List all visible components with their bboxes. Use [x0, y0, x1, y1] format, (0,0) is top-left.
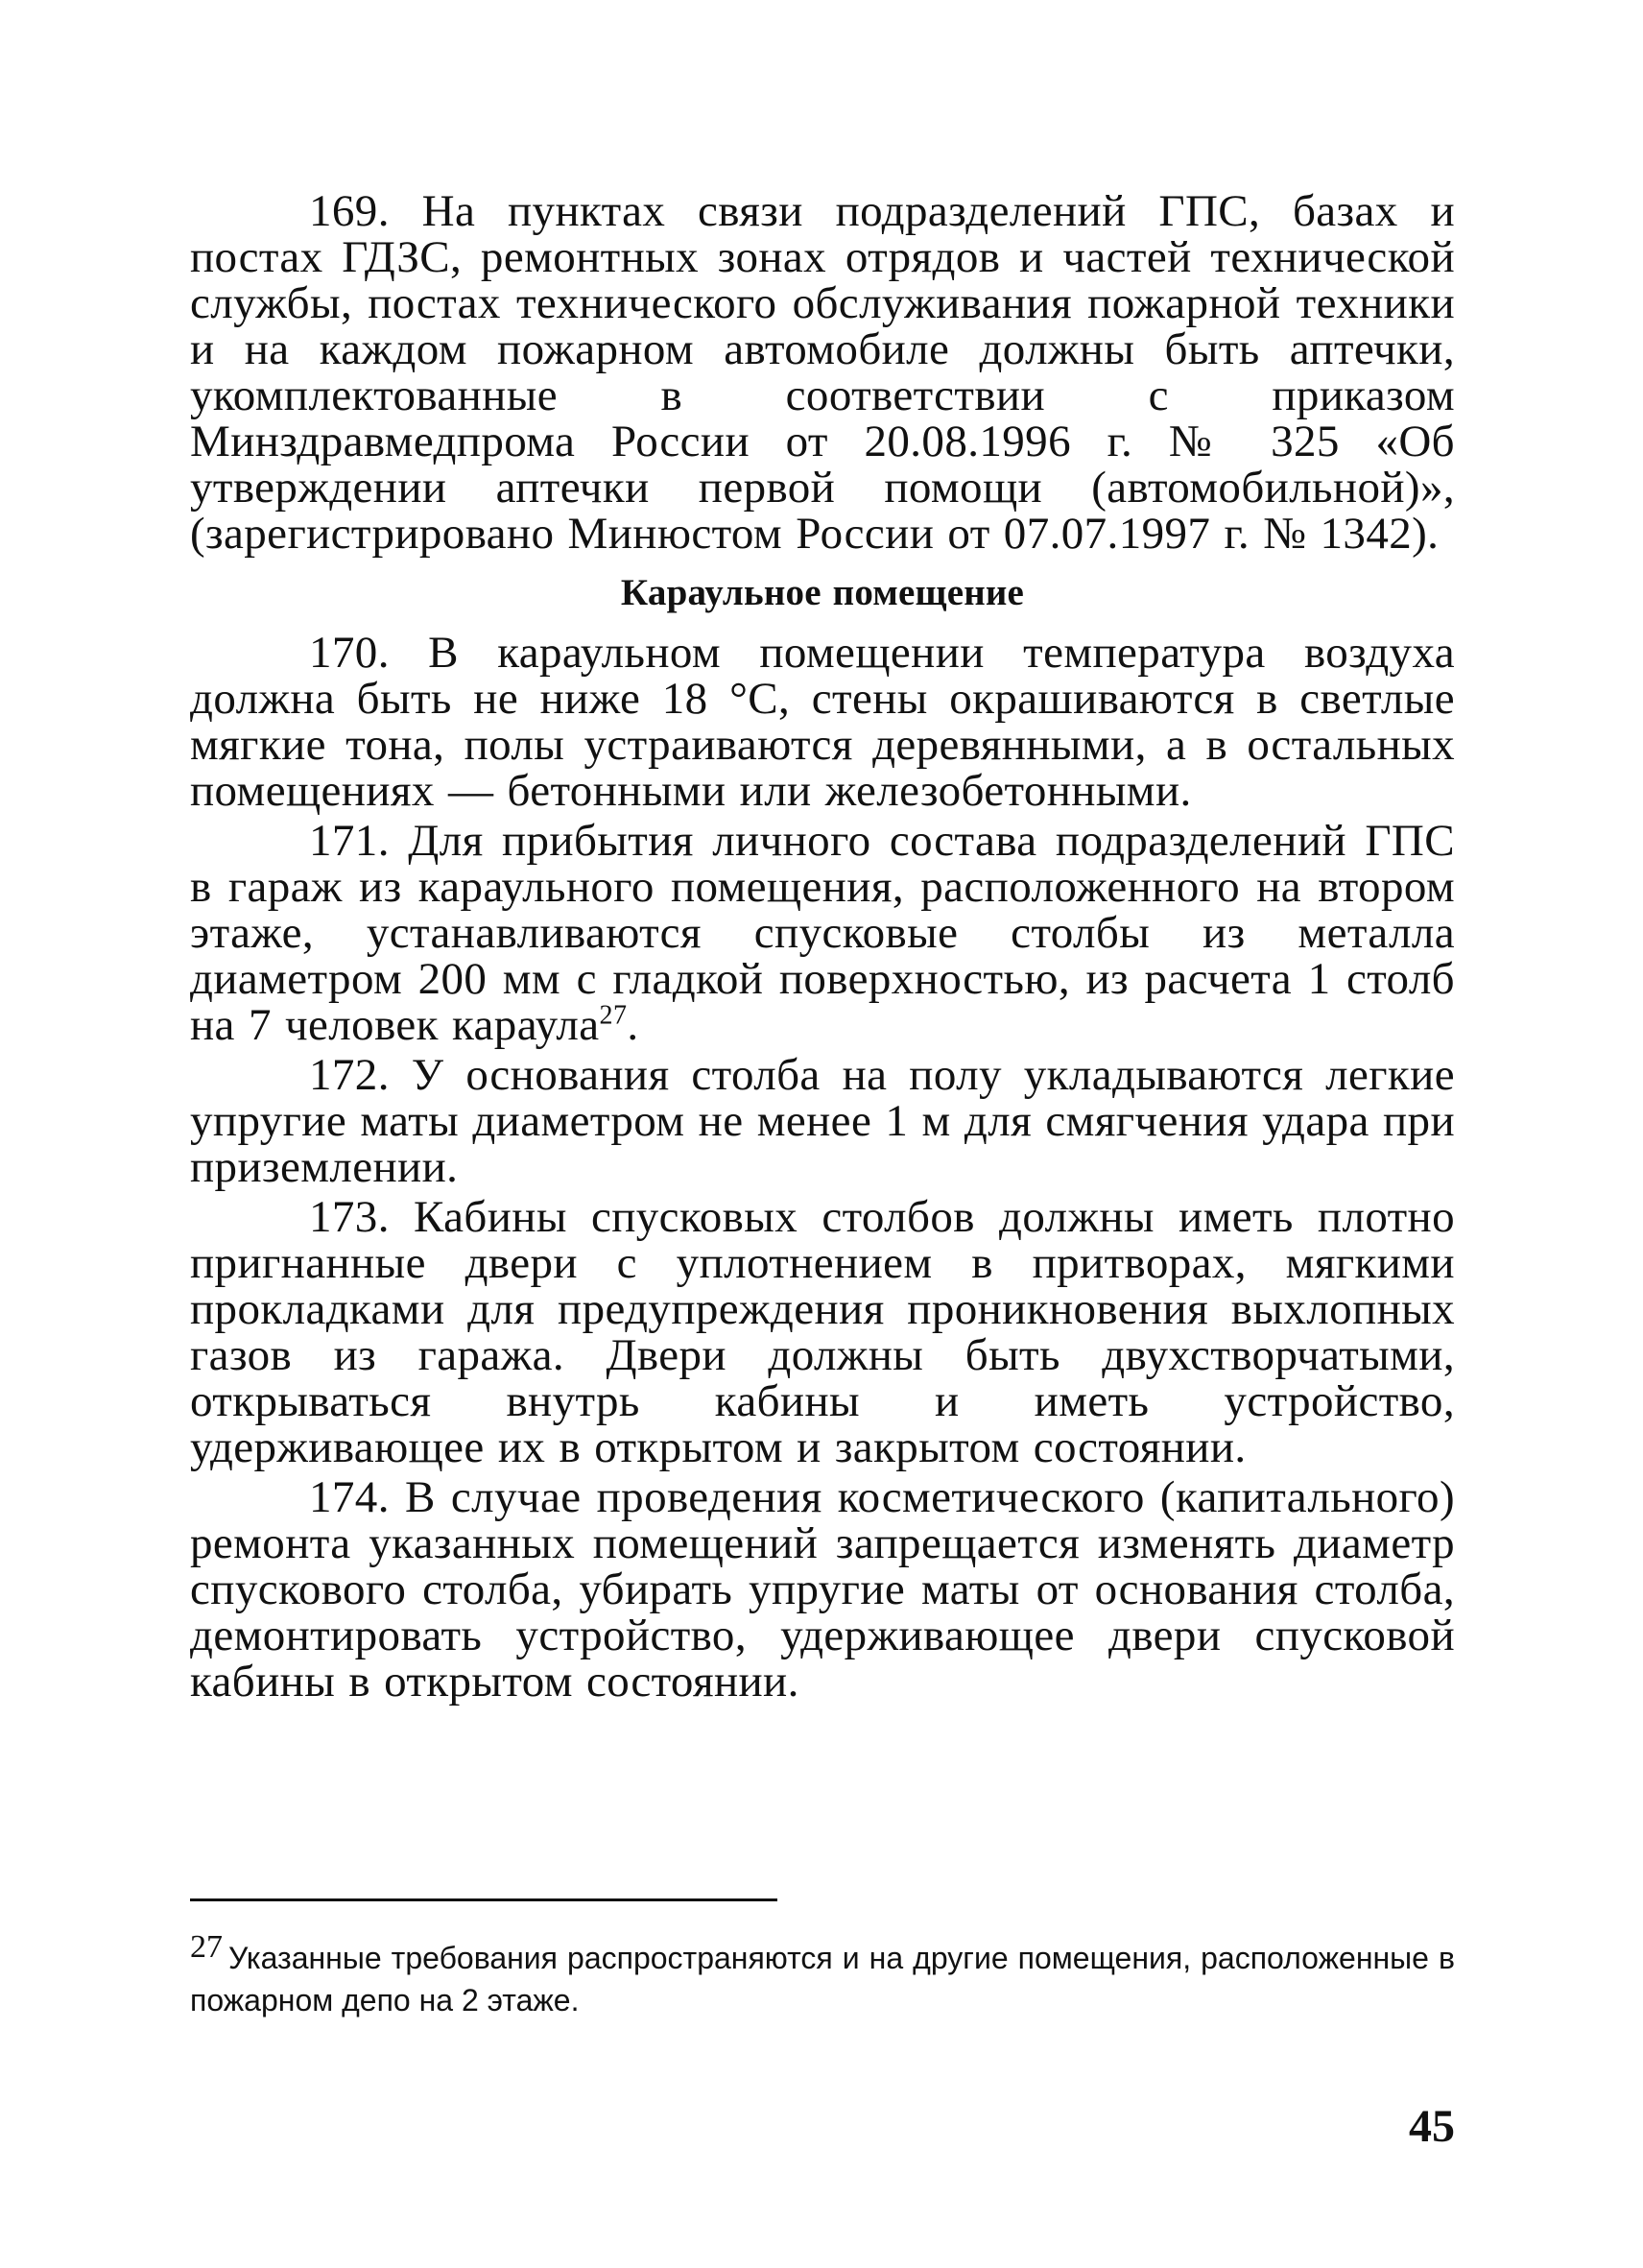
paragraph-173: 173. Кабины спусковых столбов должны иметь плотно пригнанные двери с уплотнением в притворах, мягкими прокладками для предупреждения проникновения выхлопных газов из гаража. Двери должны быть двухстворчатыми, открываться внутрь кабины и иметь устройство, удерживающее их в открытом и закрытом состоянии. — [190, 1192, 1455, 1472]
paragraph-169: 169. На пунктах связи подразделений ГПС, базах и постах ГДЗС, ремонтных зонах отрядов и частей технической службы, постах технического обслуживания пожарной техники и на каждом пожарном автомобиле должны быть аптечки, укомплектованные в соответствии с приказом Минздравмедпрома России от 20.08.1996 г. № 325 «Об утверждении аптечки первой помощи (автомобильной)», (зарегистрировано Минюстом России от 07.07.1997 г. № 1342). — [190, 186, 1455, 559]
footnote-divider — [190, 1898, 777, 1901]
paragraph-171-text: 171. Для прибытия личного состава подразделений ГПС в гараж из караульного помещения, расположенного на втором этаже, устанавливаются спусковые столбы из металла диаметром 200 мм с гладкой поверхностью, из расчета 1 столб на 7 человек караула — [190, 816, 1455, 1050]
paragraph-171 — [190, 818, 1455, 1048]
section-heading: Караульное помещение — [620, 572, 1025, 613]
paragraph-172: 172. У основания столба на полу укладываются легкие упругие маты диаметром не менее 1 м для смягчения удара при приземлении. — [190, 1050, 1455, 1192]
footnote-reference: 27 — [599, 1000, 628, 1031]
paragraph-171-end: . — [627, 1000, 639, 1050]
document-page — [190, 188, 1455, 2213]
footnote-text: Указанные требования распространяются и на другие помещения, расположенные в пожарном депо на 2 этаже. — [190, 1941, 1455, 2017]
paragraph-170: 170. В караульном помещении температура воздуха должна быть не ниже 18 °С, стены окрашиваются в светлые мягкие тона, полы устраиваются деревянными, а в остальных помещениях — бетонными или железобетонными. — [190, 628, 1455, 816]
footnote-mark: 27 — [190, 1929, 223, 1966]
paragraph-174: 174. В случае проведения косметического (капитального) ремонта указанных помещений запрещается изменять диаметр спускового столба, убирать упругие маты от основания столба, демонтировать устройство, удерживающее двери спусковой кабины в открытом состоянии. — [190, 1472, 1455, 1707]
page-number: 45 — [1409, 2101, 1455, 2152]
main-text — [190, 188, 1455, 1705]
footnote — [190, 1929, 1455, 2021]
